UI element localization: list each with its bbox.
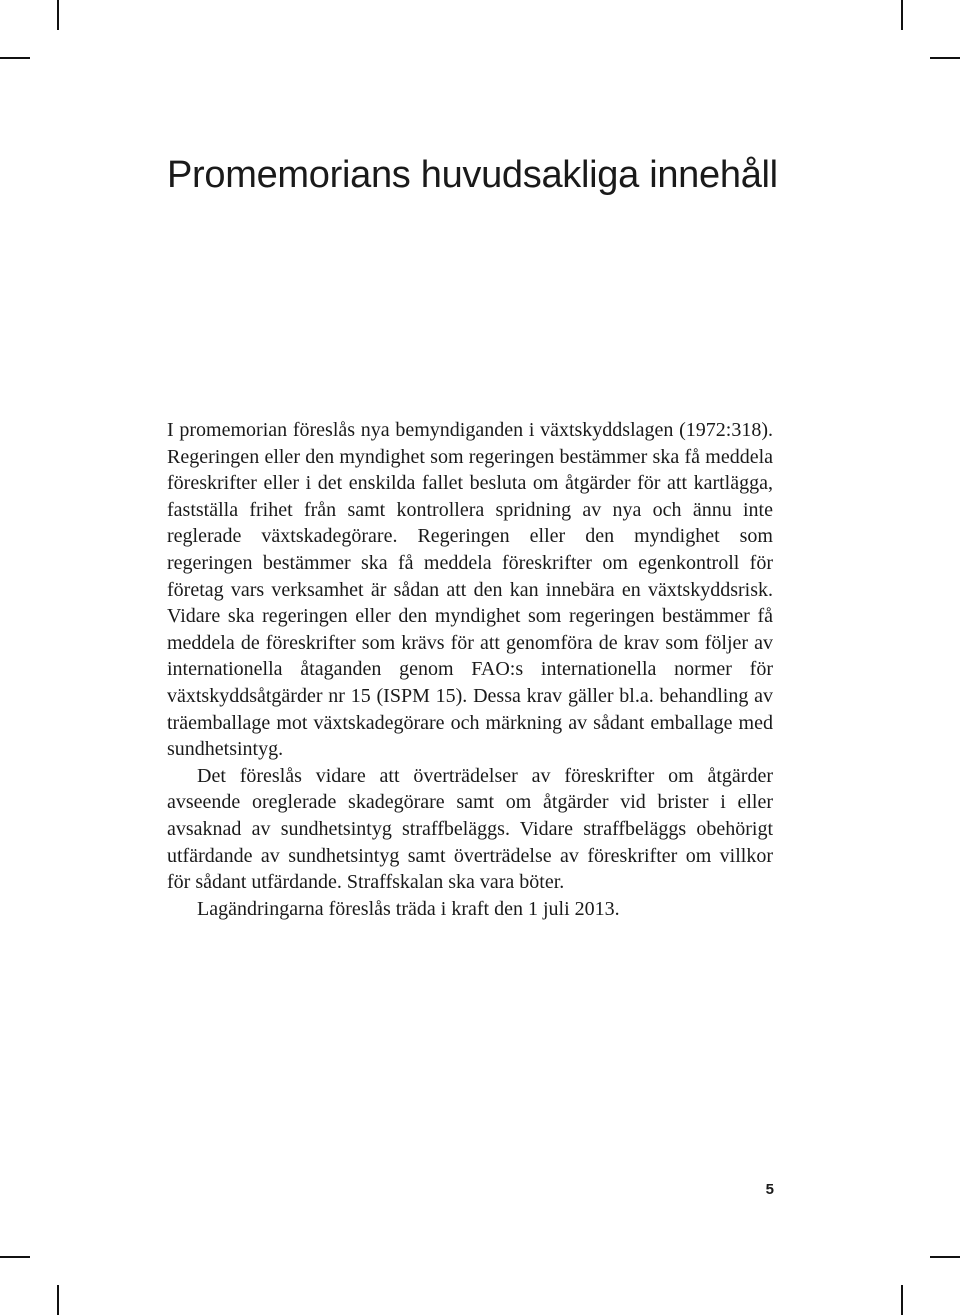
paragraph-1: I promemorian föreslås nya bemyndiganden i växtskyddslagen (1972:318). Regeringen eller den myndighet som regeringen bestämmer ska få meddela föreskrifter eller i det enskilda fallet besluta om åtgärder för att kartlägga, fastställa frihet från samt kontrollera spridning av nya och ännu inte reglerade växtskadegörare. Regeringen eller den myndighet som regeringen bestämmer ska få meddela föreskrifter om egenkontroll för företag vars verksamhet är sådan att den kan innebära en växtskyddsrisk. Vidare ska regeringen eller den myndighet som regeringen bestämmer få meddela de föreskrifter som krävs för att genomföra de krav som följer av internationella åtaganden genom FAO:s internationella normer för växtskyddsåtgärder nr 15 (ISPM 15). Dessa krav gäller bl.a. behandling av träemballage mot växtskadegörare och märkning av sådant emballage med sundhetsintyg. <box>167 419 773 761</box>
crop-mark-bottom-right-horizontal <box>930 1256 960 1258</box>
paragraph-3: Lagändringarna föreslås träda i kraft den 1 juli 2013. <box>197 897 620 920</box>
crop-mark-top-left-horizontal <box>0 57 30 59</box>
crop-mark-bottom-right-vertical <box>901 1285 903 1315</box>
page-title: Promemorians huvudsakliga innehåll <box>167 154 778 196</box>
page-number: 5 <box>765 1181 774 1198</box>
crop-mark-bottom-left-vertical <box>57 1285 59 1315</box>
body-text <box>167 417 773 922</box>
crop-mark-top-left-vertical <box>57 0 59 30</box>
crop-mark-top-right-horizontal <box>930 57 960 59</box>
crop-mark-top-right-vertical <box>901 0 903 30</box>
crop-mark-bottom-left-horizontal <box>0 1256 30 1258</box>
paragraph-2: Det föreslås vidare att överträdelser av föreskrifter om åtgärder avseende oreglerade skadegörare samt om åtgärder vid brister i eller avsaknad av sundhetsintyg straffbeläggs. Vidare straffbeläggs obehörigt utfärdande av sundhetsintyg samt överträdelse av föreskrifter om villkor för sådant utfärdande. Straffskalan ska vara böter. <box>167 764 773 894</box>
